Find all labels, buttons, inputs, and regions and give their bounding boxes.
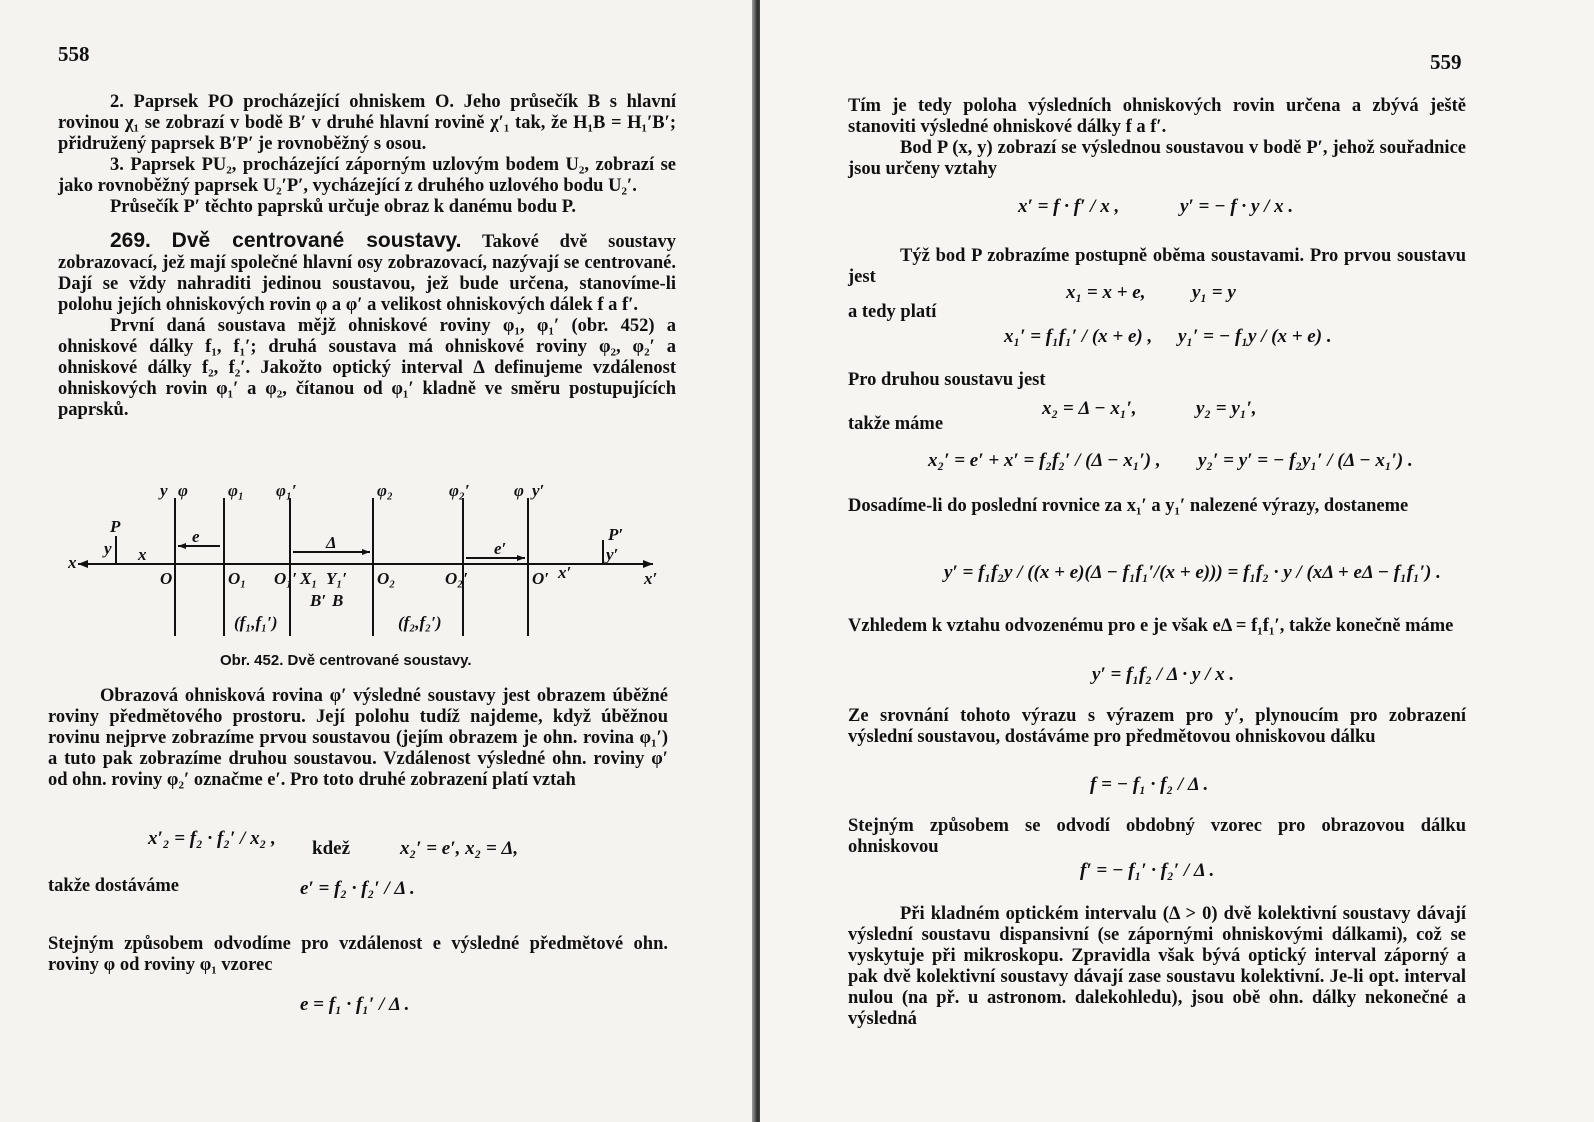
label-O2-prime: O₂′ [445,569,468,588]
axis-arrow-left [78,560,88,568]
label-phi1p: φ₁′ [276,481,297,500]
equation-5b: y₁ = y [1192,282,1236,303]
paragraph-similarly: Stejným způsobem odvodíme pro vzdálenost e výsledné předmětové ohn. roviny φ od roviny φ₁ vzorec [48,934,668,975]
paragraph-same-way: Stejným způsobem se odvodí obdobný vzorec pro obrazovou dálku ohniskovou [848,816,1466,857]
equation-9: y′ = f₁f₂y / ((x + e)(Δ − f₁f₁′/(x + e))) = f₁f₂ · y / (xΔ + eΔ − f₁f₁′) . [944,562,1441,583]
label-O2: O₂ [377,569,396,588]
paragraph-compare: Ze srovnání tohoto výrazu s výrazem pro y′, plynoucím pro zobrazení výslední soustavou, dostáváme pro předmětovou ohniskovou dálku [848,706,1466,747]
label-takze-mame: takže máme [848,414,944,434]
label-O1-prime: O₁′ [274,569,297,588]
label-O: O [160,569,173,588]
section-title: Dvě centrované soustavy. [171,229,462,252]
label-phi2: φ₂ [377,481,393,500]
equation-5a: x₁ = x + e, [1066,282,1146,303]
equation-1-kdez: kdež [312,838,350,859]
left-text-mid [48,686,668,791]
equation-7a: x₂ = Δ − x₁′, [1042,398,1137,419]
label-P: P [110,517,121,536]
paragraph-thus: Tím je tedy poloha výsledních ohniskových rovin určena a zbývá ještě stanoviti výsledné ohniskové dálky f a f′. [848,96,1466,137]
right-text-compare [848,706,1466,748]
figure-caption: Obr. 452. Dvě centrované soustavy. [220,652,472,669]
right-page [760,0,1594,1122]
label-y-small: y [104,539,112,558]
label-f1: (f₁,f₁′) [234,613,278,632]
label-e: e [192,527,200,546]
equation-8b: y₂′ = y′ = − f₂y₁′ / (Δ − x₁′) . [1198,450,1413,471]
label-e-prime: e′ [494,539,507,558]
label-X1: X₁ [300,569,318,588]
equation-7b: y₂ = y₁′, [1196,398,1257,419]
label-x-right: x′ [644,569,658,588]
paragraph-second: Pro druhou soustavu jest [848,370,1046,390]
paragraph-positive-interval: Při kladném optickém intervalu (Δ > 0) dvě kolektivní soustavy dávají výslední soustavu dispansivní (se zápornými ohniskovými dálkami), což se vyskytuje při mikroskopu. Zpravidla však bývá optický interval záporný a pak dvě kolektivní soustavy dávají zase soustavu kolektivní. Je-li opt. interval nulou (na př. u astronom. dalekohledu), jsou obě ohn. dálky nekonečné a výsledná [848,904,1466,1029]
label-takze-dostavame: takže dostáváme [48,876,180,896]
equation-1-condition: x₂′ = e′, x₂ = Δ, [400,838,519,859]
label-phi: φ [178,481,188,500]
label-x-small: x [138,545,147,564]
equation-4a: x′ = f · f′ / x , [1018,196,1120,217]
label-O-prime: O′ [532,569,550,588]
right-text-same-way [848,816,1466,858]
figure-452 [68,478,668,653]
right-text-bottom [848,904,1466,1030]
equation-12: f′ = − f₁′ · f₂′ / Δ . [1080,860,1215,881]
right-text-top [848,96,1466,180]
label-P-prime: P′ [608,525,624,544]
right-text-with-regard [848,616,1466,637]
equation-10: y′ = f₁f₂ / Δ · y / x . [1092,664,1235,685]
paragraph-substitute: Dosadíme-li do poslední rovnice za x₁′ a y₁′ nalezené výrazy, dostaneme [848,496,1409,516]
equation-6a: x₁′ = f₁f₁′ / (x + e) , [1004,326,1153,347]
paragraph-with-regard: Vzhledem k vztahu odvozenému pro e je však eΔ = f₁f₁′, takže konečně máme [848,616,1454,636]
page-number-right: 559 [1430,50,1462,74]
right-text-substitute [848,496,1466,517]
right-text-same-point [848,246,1466,288]
label-f2: (f₂,f₂′) [398,613,442,632]
label-phi-prime: φ [514,481,524,500]
paragraph-point: Bod P (x, y) zobrazí se výslednou soustavou v bodě P′, jehož souřadnice jsou určeny vztahy [848,138,1466,179]
label-phi2p: φ₂′ [449,481,470,500]
paragraph-same-point: Týž bod P zobrazíme postupně oběma soustavami. Pro prvou soustavu jest [848,246,1466,287]
label-delta: Δ [326,533,337,552]
label-y-prime-small: y′ [606,545,619,564]
label-y: y [160,481,168,500]
section-number: 269. [110,229,151,252]
equation-2: e′ = f₂ · f₂′ / Δ . [300,878,415,899]
label-O1: O₁ [228,569,247,588]
paragraph-image-plane: Obrazová ohnisková rovina φ′ výsledné soustavy jest obrazem úběžné roviny předmětového prostoru. Její polohu tudíž najdeme, když úběžnou rovinu nejprve zobrazíme prvou soustavou (jejím obrazem je ohn. rovina φ₁′) a tuto pak zobrazíme druhou soustavou. Vzdálenost výsledné ohn. roviny φ′ od ohn. roviny φ₂′ označme e′. Pro toto druhé zobrazení platí vztah [48,686,668,790]
label-x-prime-small: x′ [558,563,572,582]
label-B: B [332,591,344,610]
equation-1: x′₂ = f₂ · f₂′ / x₂ , [148,828,276,849]
equation-11: f = − f₁ · f₂ / Δ . [1090,774,1209,795]
page-number: 558 [58,42,90,66]
equation-6b: y₁′ = − f₁y / (x + e) . [1178,326,1332,347]
equation-3: e = f₁ · f₁′ / Δ . [300,994,410,1015]
axis-arrow-right [643,560,653,568]
label-x-left: x [68,553,77,572]
left-text-bottom [48,934,668,976]
equation-4b: y′ = − f · y / x . [1180,196,1294,217]
label-y-prime: y′ [532,481,545,500]
paragraph-ray-3: 3. Paprsek PU₂, procházející záporným uzlovým bodem U₂, zobrazí se jako rovnoběžný paprsek U₂′P′, vycházející z druhého uzlového bodu U₂′. [58,155,676,196]
label-Y1-prime: Y₁′ [326,569,348,588]
paragraph-section-269 [58,230,676,316]
paragraph-ray-2: 2. Paprsek PO procházející ohniskem O. Jeho průsečík B s hlavní rovinou χ₁ se zobrazí v bodě B′ v druhé hlavní rovině χ′₁ tak, že H₁B = H₁′B′; přidružený paprsek B′P′ je rovnoběžný s osou. [58,92,676,154]
label-a-tedy-plati: a tedy platí [848,302,937,322]
left-text-top [58,92,676,421]
paragraph-intersection: Průsečík P′ těchto paprsků určuje obraz k danému bodu P. [110,197,577,217]
section-269-text: Takové dvě soustavy zobrazovací, jež mají společné hlavní osy zobrazovací, nazývají se centrované. Dají se vždy nahraditi jedinou soustavou, jež bude určena, stanovíme-li polohu jejích ohniskových rovin φ a φ′ a velikost ohniskových dálek f a f′. [58,232,677,315]
paragraph-first-system: První daná soustava mějž ohniskové roviny φ₁, φ₁′ (obr. 452) a ohniskové dálky f₁, f₁′; druhá soustava má ohniskové roviny φ₂, φ₂′ a ohniskové dálky f₂, f₂′. Jakožto optický interval Δ definujeme vzdálenost ohniskových rovin φ₁′ a φ₂, čítanou od φ₁′ kladně ve směru postupujících paprsků. [58,316,676,420]
label-phi1: φ₁ [228,481,244,500]
left-page [0,0,760,1122]
label-B-prime: B′ [310,591,327,610]
equation-8a: x₂′ = e′ + x′ = f₂f₂′ / (Δ − x₁′) , [928,450,1161,471]
